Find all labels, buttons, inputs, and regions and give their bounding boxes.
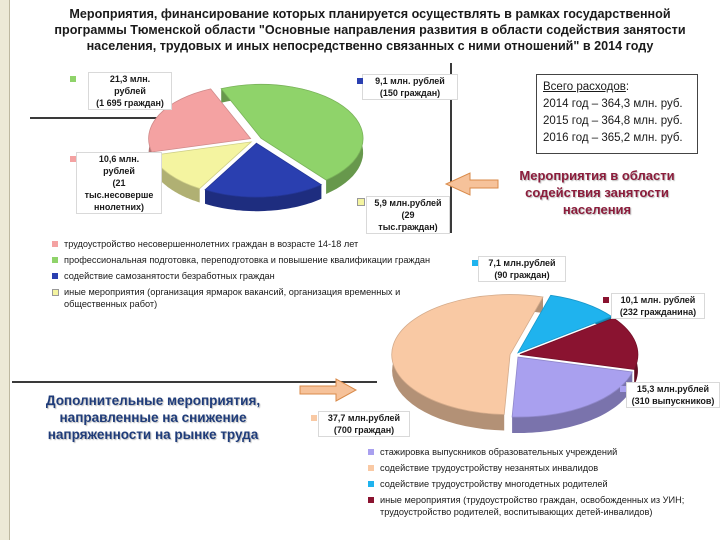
heading-employment-measures: Мероприятия в области содействия занятости населения: [519, 168, 675, 217]
pie1-label-green-marker: [70, 76, 76, 82]
arrow-right-icon: [300, 379, 356, 401]
pie2-label-lilac-marker: [620, 386, 626, 392]
pie2-label-maroon: 10,1 млн. рублей (232 гражданина): [611, 293, 705, 319]
pie2-label-peach: 37,7 млн.рублей (700 граждан): [318, 411, 410, 437]
totals-2016: 2016 год – 365,2 млн. руб.: [543, 132, 683, 144]
legend-additional: [368, 446, 698, 522]
pie1-label-blue-marker: [357, 78, 363, 84]
legend-item: иные мероприятия (организация ярмарок вакансий, организация временных и общественных работ): [52, 286, 438, 310]
totals-colon: :: [625, 81, 630, 93]
legend-item: стажировка выпускников образовательных учреждений: [368, 446, 698, 458]
pie2-label-maroon-marker: [603, 297, 609, 303]
legend-item: профессиональная подготовка, переподготовка и повышение квалификации граждан: [52, 254, 438, 266]
page-title: Мероприятия, финансирование которых планируется осуществлять в рамках государственной программы Тюменской области "Основные направления развития в области содействия занятости населения, трудовых и иных непосредственно связанных с ними отношений" в 2014 году: [54, 7, 686, 53]
pie-chart-additional: [392, 295, 638, 433]
pie2-label-lilac: 15,3 млн.рублей (310 выпускников): [626, 382, 720, 408]
legend-employment: [52, 238, 438, 314]
pie1-label-green: 21,3 млн. рублей (1 695 граждан): [88, 72, 172, 110]
pie2-label-cyan-marker: [472, 260, 478, 266]
pie1-label-yellow: 5,9 млн.рублей (29 тыс.граждан): [366, 196, 450, 234]
legend-item: содействие самозанятости безработных граждан: [52, 270, 438, 282]
pie1-label-pink-marker: [70, 156, 76, 162]
pie2-label-cyan: 7,1 млн.рублей (90 граждан): [478, 256, 566, 282]
totals-2014: 2014 год – 364,3 млн. руб.: [543, 98, 683, 110]
totals-header: Всего расходов: [543, 81, 626, 93]
pie-chart-employment: [149, 84, 364, 211]
legend-item: содействие трудоустройству незанятых инвалидов: [368, 462, 698, 474]
legend-item: содействие трудоустройству многодетных родителей: [368, 478, 698, 490]
arrow-left-icon: [446, 173, 498, 195]
pie2-label-peach-marker: [311, 415, 317, 421]
heading-additional-measures: Дополнительные мероприятия, направленные на снижение напряженности на рынке труда: [45, 393, 261, 442]
totals-2015: 2015 год – 364,8 млн. руб.: [543, 115, 683, 127]
pie1-label-pink: 10,6 млн. рублей (21 тыс.несоверше ннолетних): [76, 152, 162, 214]
legend-item: трудоустройство несовершеннолетних граждан в возрасте 14-18 лет: [52, 238, 438, 250]
pie1-label-blue: 9,1 млн. рублей (150 граждан): [362, 74, 458, 100]
pie1-label-yellow-marker: [357, 198, 365, 206]
legend-item: иные мероприятия (трудоустройство граждан, освобожденных из УИН; трудоустройство родителей, воспитывающих детей-инвалидов): [368, 494, 698, 518]
